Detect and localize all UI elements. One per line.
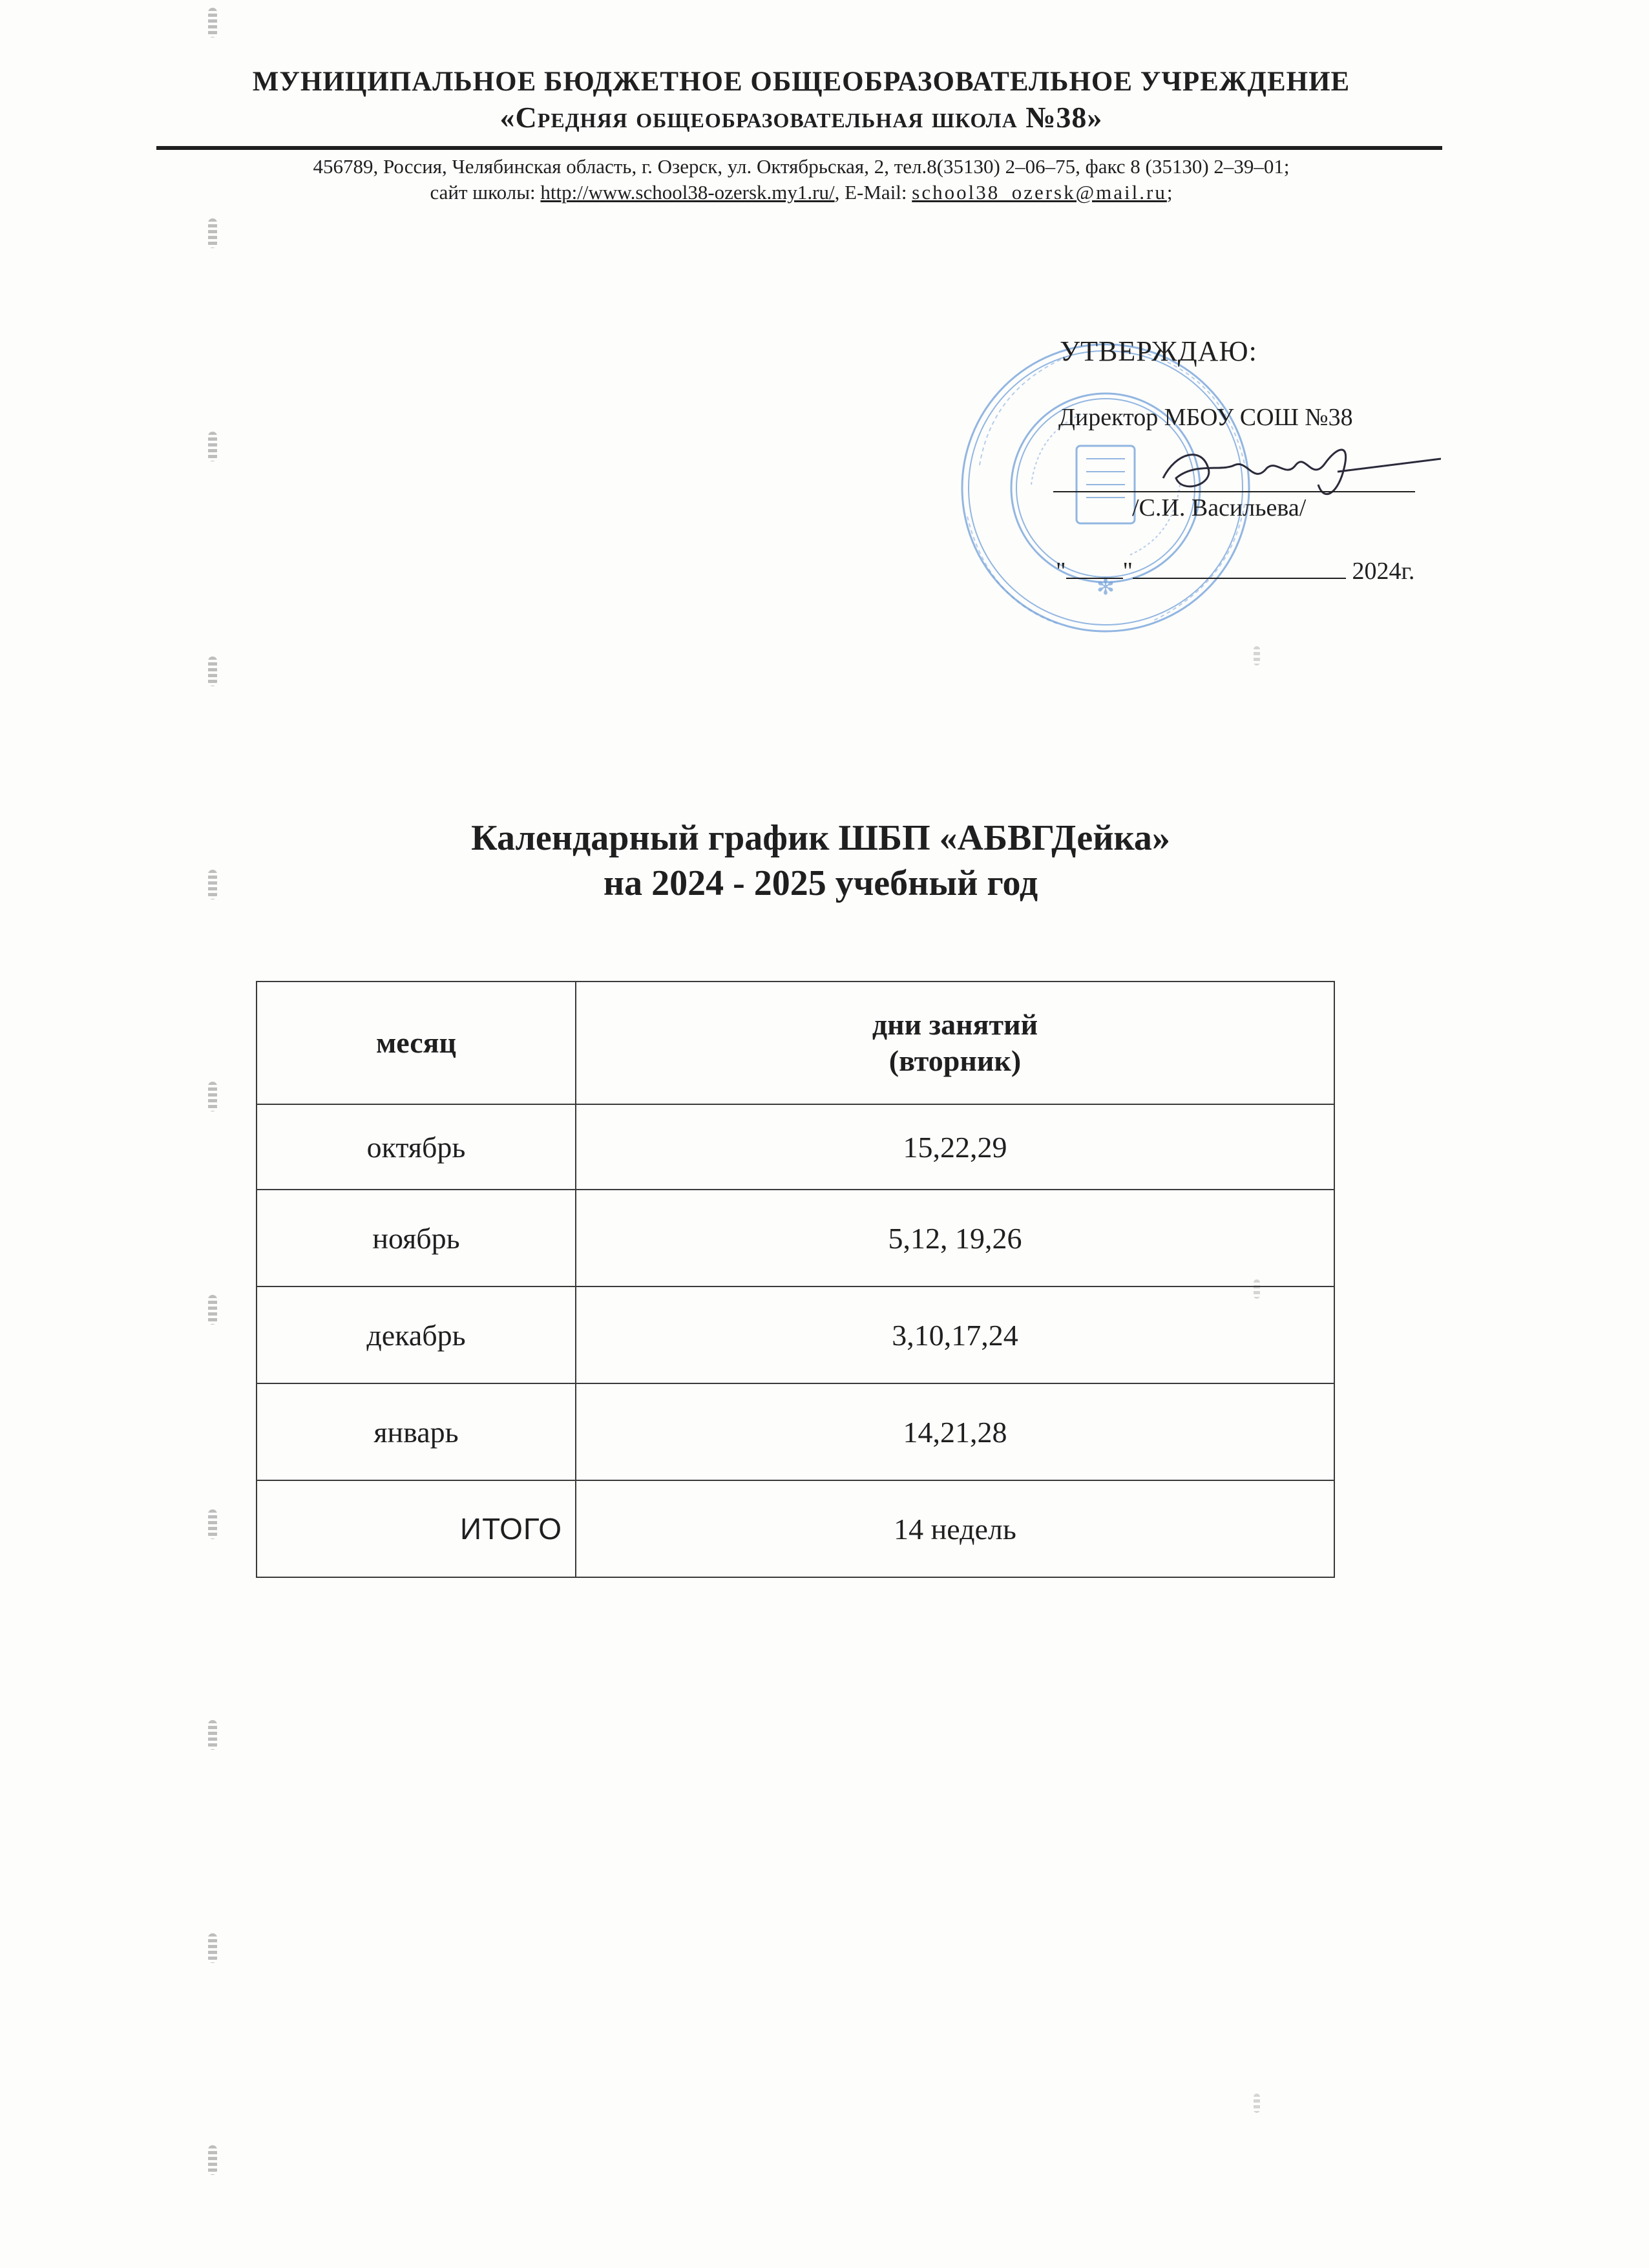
document-title [155,815,1486,906]
binder-mark [208,8,217,37]
month-cell: декабрь [257,1286,576,1383]
table-total-row [257,1480,1334,1577]
schedule-table [256,981,1335,1578]
table-header-row [257,982,1334,1104]
org-address: 456789, Россия, Челябинская область, г. Озерск, ул. Октябрьская, 2, тел.8(35130) 2–06–75, факс 8 (35130) 2–39–01; [313,155,1290,178]
approval-date [1056,557,1414,585]
org-contacts [155,154,1447,205]
days-cell: 5,12, 19,26 [576,1190,1334,1286]
binder-mark [1254,646,1260,666]
email-prefix: , E-Mail: [834,181,912,204]
days-cell: 3,10,17,24 [576,1286,1334,1383]
email-suffix: ; [1166,181,1173,204]
date-day-blank [1066,577,1123,579]
month-cell: октябрь [257,1104,576,1190]
svg-text:✻: ✻ [1096,574,1115,600]
header-month: месяц [257,982,576,1104]
approval-heading: УТВЕРЖДАЮ: [1060,335,1257,367]
title-line2: на 2024 - 2025 учебный год [603,863,1038,903]
total-label: ИТОГО [257,1480,576,1577]
org-web-line [155,180,1447,205]
email-link[interactable]: school38_ozersk@mail.ru [912,181,1167,204]
month-cell: январь [257,1383,576,1480]
title-line1: Календарный график ШБП «АБВГДейка» [471,818,1170,858]
binder-mark [208,1082,217,1111]
table-row [257,1383,1334,1480]
days-cell: 14,21,28 [576,1383,1334,1480]
date-year: 2024г. [1352,558,1415,585]
month-cell: ноябрь [257,1190,576,1286]
date-month-blank [1133,577,1346,579]
binder-mark [208,1933,217,1963]
director-name: /С.И. Васильева/ [1132,494,1307,521]
site-prefix: сайт школы: [430,181,541,204]
org-name-line2: «Средняя общеобразовательная школа №38» [499,101,1103,134]
binder-mark [208,656,217,686]
approval-position: Директор МБОУ СОШ №38 [1058,404,1353,431]
table-row [257,1190,1334,1286]
table-row [257,1104,1334,1190]
date-close-quote: " [1122,558,1133,585]
binder-mark [208,218,217,248]
header-days-line1: дни занятий [872,1008,1038,1041]
binder-mark [208,1509,217,1539]
days-cell: 15,22,29 [576,1104,1334,1190]
org-name-line1: МУНИЦИПАЛЬНОЕ БЮДЖЕТНОЕ ОБЩЕОБРАЗОВАТЕЛЬНОЕ УЧРЕЖДЕНИЕ [252,67,1350,97]
header-days-line2: (вторник) [888,1044,1022,1077]
table-row [257,1286,1334,1383]
site-link[interactable]: http://www.school38-ozersk.my1.ru/ [540,181,835,204]
binder-mark [208,1295,217,1325]
binder-mark [1254,2094,1260,2113]
letterhead [155,65,1447,136]
date-open-quote: " [1056,558,1066,585]
binder-mark [208,432,217,461]
total-value: 14 недель [576,1480,1334,1577]
header-divider [156,146,1442,150]
header-days [576,982,1334,1104]
signature-line [1053,491,1415,492]
binder-mark [208,2145,217,2175]
binder-mark [208,1720,217,1750]
